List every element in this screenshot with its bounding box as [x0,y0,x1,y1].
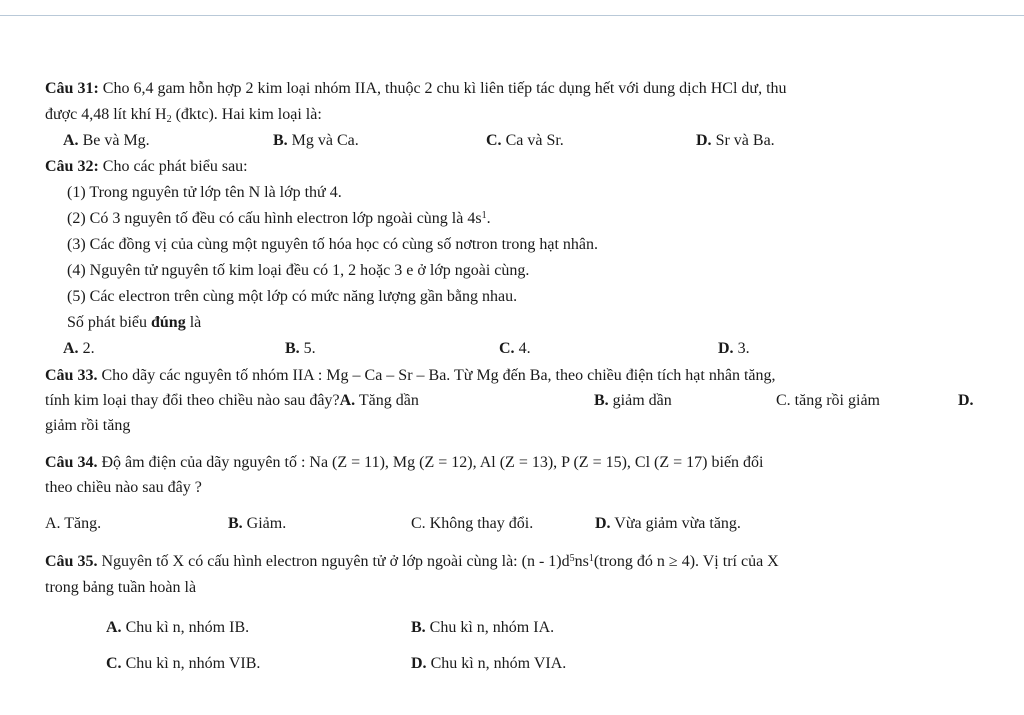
q32-statement-4: (4) Nguyên tử nguyên tố kim loại đều có 1, 2 hoặc 3 e ở lớp ngoài cùng. [67,262,530,279]
q32-statement-1: (1) Trong nguyên tử lớp tên N là lớp thứ 4. [67,184,342,201]
q32-option-b: B. 5. [285,340,316,357]
q33-option-b: B. giảm dần [594,392,672,409]
q33-label: Câu 33. [45,367,98,384]
q34-line1: Câu 34. Độ âm điện của dãy nguyên tố : Na (Z = 11), Mg (Z = 12), Al (Z = 13), P (Z = 15), Cl (Z = 17) biến đổi [45,454,764,471]
q31-option-d: D. Sr và Ba. [696,132,775,149]
q31-option-a: A. Be và Mg. [63,132,150,149]
q31-option-c: C. Ca và Sr. [486,132,564,149]
q34-label: Câu 34. [45,454,98,471]
q35-line1: Câu 35. Nguyên tố X có cấu hình electron nguyên tử ở lớp ngoài cùng là: $(n - 1)d^5ns^1(trong$ đó n ≥ 4). Vị trí của X [45,553,779,570]
q33-option-d-key: D. [958,392,974,409]
q33-option-c: C. tăng rồi giảm [776,392,880,409]
q32-label: Câu 32: [45,158,99,175]
q31-line1: Câu 31: Cho 6,4 gam hỗn hợp 2 kim loại nhóm IIA, thuộc 2 chu kì liên tiếp tác dụng hết với dung dịch HCl dư, thu [45,80,787,97]
q34-option-c: C. Không thay đổi. [411,515,534,532]
q32-option-a: A. 2. [63,340,95,357]
q35-option-c: C. Chu kì n, nhóm VIB. [106,655,261,672]
q35-option-a: A. Chu kì n, nhóm IB. [106,619,250,636]
q31-label: Câu 31: [45,80,99,97]
q33-line1: Câu 33. Cho dãy các nguyên tố nhóm IIA : Mg – Ca – Sr – Ba. Từ Mg đến Ba, theo chiều điện tích hạt nhân tăng, [45,367,776,384]
q32-statement-5: (5) Các electron trên cùng một lớp có mức năng lượng gần bằng nhau. [67,288,518,305]
q32-statement-3: (3) Các đồng vị của cùng một nguyên tố hóa học có cùng số nơtron trong hạt nhân. [67,236,599,253]
q33-option-a-key: A. [339,392,356,409]
q32-statement-2: (2) Có 3 nguyên tố đều có cấu hình electron lớp ngoài cùng là $4s^1$. [67,210,491,227]
q32-option-c: C. 4. [499,340,531,357]
q31-option-b: B. Mg và Ca. [273,132,359,149]
q35-option-d: D. Chu kì n, nhóm VIA. [411,655,567,672]
q35-line2: trong bảng tuần hoàn là [45,579,197,596]
q34-line2: theo chiều nào sau đây ? [45,479,202,496]
top-divider [0,15,1024,16]
q34-option-a: A. Tăng. [45,515,102,532]
q31-line2: được 4,48 lít khí $H_2$ (đktc). Hai kim loại là: [45,106,322,125]
q33-line2: tính kim loại thay đổi theo chiều nào sau đây?A. Tăng dần [45,392,419,409]
q34-option-d: D. Vừa giảm vừa tăng. [595,515,741,532]
q35-label: Câu 35. [45,553,98,570]
q32-option-d: D. 3. [718,340,750,357]
q32-line1: Câu 32: Cho các phát biểu sau: [45,158,248,175]
q32-question: Số phát biểu đúng là [67,314,202,331]
q33-option-d-text: giảm rồi tăng [45,417,131,434]
q35-option-b: B. Chu kì n, nhóm IA. [411,619,555,636]
q34-option-b: B. Giảm. [228,515,287,532]
